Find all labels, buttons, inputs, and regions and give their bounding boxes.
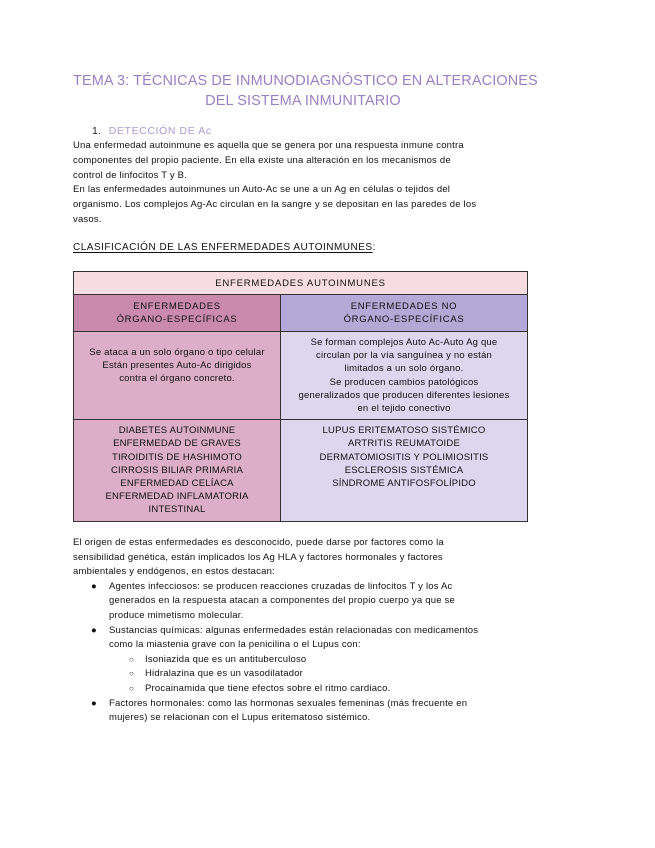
bullet-line: Factores hormonales: como las hormonas sexuales femeninas (más frecuente en bbox=[109, 697, 468, 709]
disease-item: ENFERMEDAD INFLAMATORIA bbox=[105, 491, 249, 503]
section-heading bbox=[92, 125, 212, 137]
disease-item: LUPUS ERITEMATOSO SISTÉMICO bbox=[322, 425, 486, 437]
bullet-line: Agentes infecciosos: se producen reacciones cruzadas de linfocitos T y los Ac bbox=[109, 580, 453, 592]
head-line: ENFERMEDADES bbox=[133, 301, 221, 312]
description-line: Se forman complejos Auto Ac-Auto Ag que bbox=[310, 337, 498, 348]
sub-bullet-item bbox=[73, 653, 533, 668]
disease-item: SÍNDROME ANTIFOSFOLÍPIDO bbox=[332, 478, 476, 490]
non-organ-specific-description bbox=[281, 332, 528, 420]
disease-item: ENFERMEDAD DE GRAVES bbox=[113, 438, 241, 450]
bullet-icon: ● bbox=[91, 624, 97, 636]
bullet-line: mujeres) se relacionan con el Lupus eritematoso sistémico. bbox=[109, 712, 371, 724]
description-line: limitados a un solo órgano. bbox=[344, 363, 464, 375]
disease-item: ARTRITIS REUMATOIDE bbox=[347, 438, 460, 450]
bullet-line: produce mimetismo molecular. bbox=[109, 609, 244, 621]
circle-bullet-icon: ○ bbox=[129, 654, 135, 664]
intro-line: control de linfocitos T y B. bbox=[73, 169, 188, 181]
section-title: DETECCIÓN DE Ac bbox=[108, 125, 212, 137]
description-line: Se producen cambios patológicos bbox=[329, 376, 479, 388]
intro-line: En las enfermedades autoinmunes un Auto-Ac se une a un Ag en células o tejidos del bbox=[73, 184, 451, 196]
autoimmune-table bbox=[73, 271, 528, 522]
title-line-1: TEMA 3: TÉCNICAS DE INMUNODIAGNÓSTICO EN ALTERACIONES bbox=[73, 73, 538, 89]
intro-paragraph bbox=[73, 139, 528, 228]
origin-section bbox=[73, 536, 533, 726]
origin-line: sensibilidad genética, están implicados los Ag HLA y factores hormonales y factores bbox=[73, 551, 443, 563]
disease-item: CIRROSIS BILIAR PRIMARIA bbox=[110, 464, 244, 476]
description-line: Se ataca a un solo órgano o tipo celular bbox=[89, 347, 265, 358]
bullet-line: como la miastenia grave con la penicilina o el Lupus con: bbox=[109, 639, 361, 651]
disease-item: DIABETES AUTOINMUNE bbox=[118, 425, 236, 437]
non-organ-specific-examples bbox=[281, 420, 528, 521]
description-line: circulan por la vía sanguínea y no están bbox=[316, 350, 492, 362]
bullet-line: generados en la respuesta atacan a componentes del propio cuerpo ya que se bbox=[109, 595, 455, 607]
intro-line: Una enfermedad autoinmune es aquella que se genera por una respuesta inmune contra bbox=[73, 140, 464, 151]
disease-item: ENFERMEDAD CELÍACA bbox=[120, 478, 234, 490]
bullet-icon: ● bbox=[91, 580, 97, 592]
bullet-item bbox=[73, 580, 533, 624]
intro-line: componentes del propio paciente. En ella existe una alteración en los mecanismos de bbox=[73, 154, 451, 166]
circle-bullet-icon: ○ bbox=[129, 669, 135, 679]
head-line: ÓRGANO-ESPECÍFICAS bbox=[343, 314, 465, 325]
document-title bbox=[73, 71, 538, 111]
description-line: en el tejido conectivo bbox=[357, 403, 451, 415]
sub-bullet-text: Isoniazida que es un antituberculoso bbox=[145, 653, 307, 665]
disease-item: ESCLEROSIS SISTÉMICA bbox=[344, 464, 464, 476]
bullet-item bbox=[73, 624, 533, 653]
table-header: ENFERMEDADES AUTOINMUNES bbox=[74, 272, 528, 295]
sub-bullet-text: Hidralazina que es un vasodilatador bbox=[145, 668, 304, 680]
sub-bullet-item bbox=[73, 667, 533, 682]
origin-line: ambientales y endógenos, en estos destacan: bbox=[73, 566, 275, 578]
bullet-icon: ● bbox=[91, 697, 97, 709]
non-organ-specific-head bbox=[281, 295, 528, 332]
intro-line: vasos. bbox=[73, 213, 102, 225]
disease-item: INTESTINAL bbox=[148, 504, 206, 516]
bullet-line: Sustancias químicas: algunas enfermedades están relacionadas con medicamentos bbox=[109, 624, 479, 636]
origin-line: El origen de estas enfermedades es desconocido, puede darse por factores como la bbox=[73, 537, 444, 548]
classification-heading bbox=[73, 242, 376, 253]
head-line: ÓRGANO-ESPECÍFICAS bbox=[116, 314, 238, 325]
intro-line: organismo. Los complejos Ag-Ac circulan en la sangre y se depositan en las paredes de los bbox=[73, 199, 477, 211]
description-line: generalizados que producen diferentes lesiones bbox=[298, 389, 510, 401]
disease-item: DERMATOMIOSITIS Y POLIMIOSITIS bbox=[319, 451, 489, 463]
description-line: Están presentes Auto-Ac dirigidos bbox=[102, 360, 252, 372]
disease-item: TIROIDITIS DE HASHIMOTO bbox=[111, 451, 243, 463]
classification-title: CLASIFICACIÓN DE LAS ENFERMEDADES AUTOINMUNES bbox=[73, 242, 373, 253]
section-number: 1. bbox=[92, 125, 101, 137]
organ-specific-head bbox=[74, 295, 281, 332]
description-line: contra el órgano concreto. bbox=[119, 373, 235, 385]
organ-specific-examples bbox=[74, 420, 281, 521]
circle-bullet-icon: ○ bbox=[129, 683, 135, 693]
title-line-2: DEL SISTEMA INMUNITARIO bbox=[205, 93, 401, 109]
classification-colon: : bbox=[372, 242, 376, 253]
organ-specific-description bbox=[74, 332, 281, 420]
sub-bullet-item bbox=[73, 682, 533, 697]
bullet-item bbox=[73, 697, 533, 726]
sub-bullet-text: Procainamida que tiene efectos sobre el ritmo cardiaco. bbox=[145, 682, 391, 694]
head-line: ENFERMEDADES NO bbox=[350, 301, 458, 312]
